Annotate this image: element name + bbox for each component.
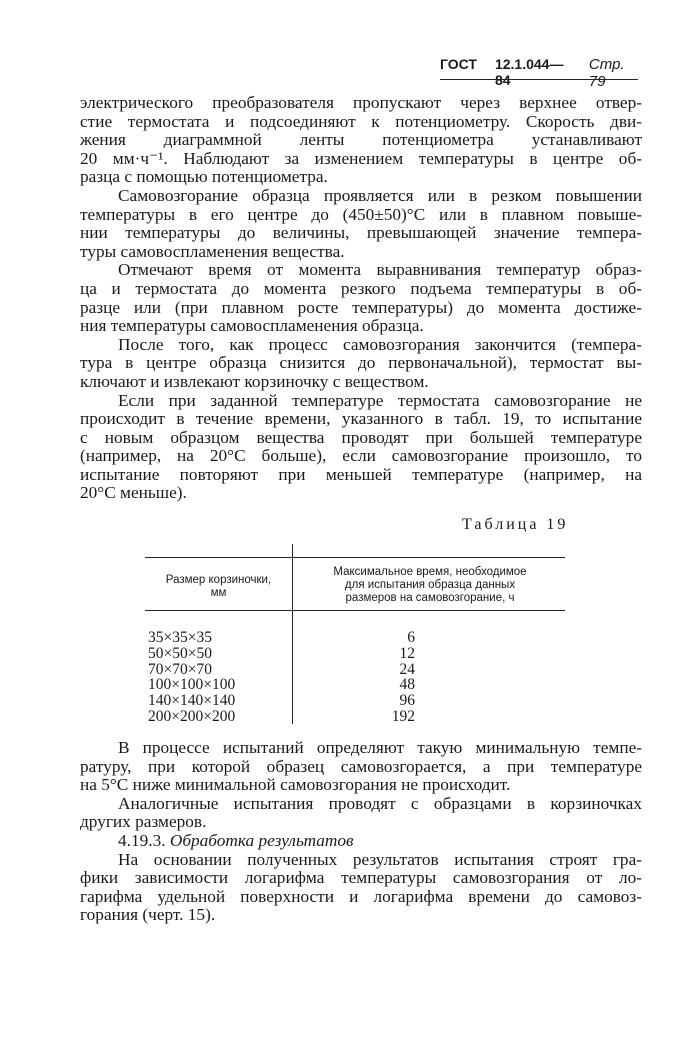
header-line: для испытания образца данных [344,579,516,591]
text-line: на 5°С ниже минимальной самовозгорания не происходит. [80,775,511,795]
text-line: горания (черт. 15). [80,905,216,925]
table-cell-size: 200×200×200 [148,707,236,725]
text-line: фики зависимости логарифма температуры самовозгорания от ло- [80,868,642,888]
text-line: 20°С меньше). [80,483,187,503]
section-title: Обработка результатов [169,830,354,850]
text-line: электрического преобразователя пропускают через верхнее отвер- [80,93,642,112]
page-number: Стр. 79 [588,56,625,90]
text-line: стие термостата и подсоединяют к потенциометру. Скорость дви- [80,111,642,131]
table-cell-size: 50×50×50 [148,644,212,662]
text-line: тура в центре образца снизится до первоначальной), термостат вы- [80,353,642,373]
text-line: температуры в его центре до (450±50)°С или в плавном повыше- [80,204,642,224]
table-cell-time: 192 [391,707,415,725]
paragraph [80,261,642,335]
col2-header [295,566,565,605]
table-cell-size: 140×140×140 [148,692,236,710]
time-column [375,630,415,725]
table-cell-size: 70×70×70 [148,660,212,678]
section-number: 4.19.3. [118,830,166,850]
table-cell-time: 6 [407,629,415,646]
page-header [440,56,640,90]
text-line: Аналогичные испытания проводят с образцами в корзиночках [118,793,642,813]
text-line: (например, на 20°С больше), если самовозгорание произошло, то [80,446,642,466]
text-line: испытание повторяют при меньшей температуре (например, на [80,464,642,484]
col1-header [145,574,292,600]
text-line: происходит в течение времени, указанного в табл. 19, то испытание [80,409,642,429]
text-line: жения диаграммной ленты потенциометра устанавливают [80,130,642,150]
table-cell-time: 48 [399,676,415,694]
text-line: ния температуры самовоспламенения образца. [80,316,424,336]
paragraph [80,851,642,925]
text-line: туры самовоспламенения вещества. [80,241,345,261]
table-cell-size: 35×35×35 [148,629,212,646]
table-caption: Таблица 19 [462,516,569,533]
text-line: с новым образцом вещества проводят при большей температуре [80,427,642,447]
header-line: размеров на самовозгорание, ч [345,592,515,604]
header-rule [440,79,638,80]
text-line: нии температуры до величины, превышающей значение темпера- [80,223,642,243]
table-cell-size: 100×100×100 [148,676,236,694]
table-header-rule [145,610,565,611]
paragraph [80,94,642,187]
text-line: ключают и извлекают корзиночку с веществом. [80,371,429,391]
text-line: В процессе испытаний определяют такую минимальную темпе- [118,738,642,757]
paragraph [80,187,642,261]
text-line: гарифма удельной поверхности и логарифма времени до самовоз- [80,886,642,906]
text-line: других размеров. [80,812,207,832]
header-line: Максимальное время, необходимое [333,566,527,578]
table-cell-time: 96 [399,692,415,710]
text-line: разца с помощью потенциометра. [80,167,328,187]
paragraph [80,336,642,392]
section-heading [80,832,642,851]
text-line: Если при заданной температуре термостата самовозгорание не [118,390,642,410]
body-text-top [80,94,642,503]
text-line: 20 мм·ч⁻¹. Наблюдают за изменением температуры в центре об- [80,148,642,168]
body-text-bottom [80,739,642,925]
text-line: ца и термостата до момента резкого подъема температуры в об- [80,278,642,298]
table-cell-time: 12 [399,644,415,662]
header-line: Размер корзиночки, [165,574,272,586]
standard-number: 12.1.044—84 [494,56,564,88]
paragraph [80,739,642,795]
text-line: ратуру, при которой образец самовозгорается, а при температуре [80,756,642,776]
text-line: разце или (при плавном росте температуры) до момента достиже- [80,297,642,317]
table-19 [145,544,565,724]
text-line: На основании полученных результатов испытания строят гра- [118,849,642,869]
header-line: мм [210,587,227,599]
size-column [148,630,235,725]
table-top-rule [145,557,565,558]
standard-label: ГОСТ [440,56,477,72]
table-column-divider [292,544,293,724]
paragraph [80,392,642,504]
text-line: Самовозгорание образца проявляется или в резком повышении [118,185,642,205]
paragraph [80,795,642,832]
text-line: После того, как процесс самовозгорания закончится (темпера- [118,334,642,354]
table-cell-time: 24 [399,660,415,678]
text-line: Отмечают время от момента выравнивания температур образ- [118,260,642,280]
